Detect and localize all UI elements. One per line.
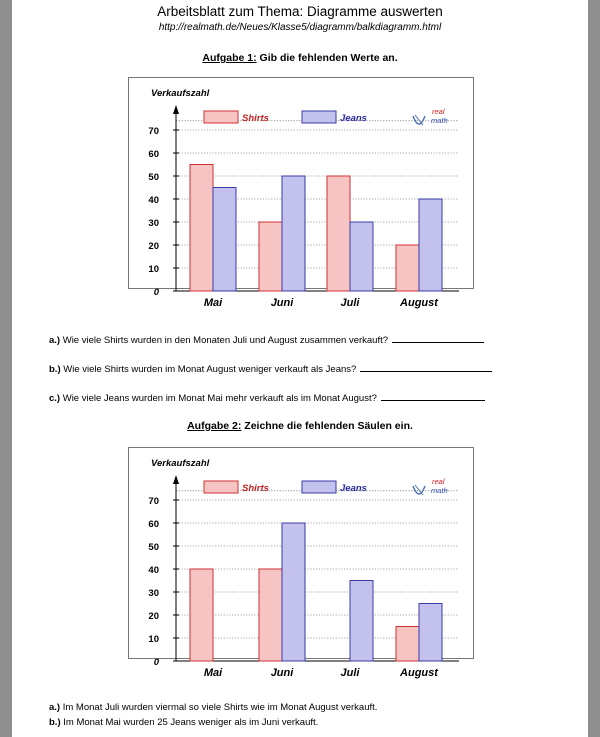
task1-question-c: c.) Wie viele Jeans wurden im Monat Mai mehr verkauft als im Monat August? <box>49 391 485 404</box>
chart-1 <box>128 77 474 309</box>
x-tick-label: Juli <box>340 297 360 309</box>
y-axis-arrow <box>173 105 179 114</box>
task1-heading <box>12 52 588 64</box>
source-url[interactable]: http://realmath.de/Neues/Klasse5/diagramm/balkdiagramm.html <box>158 22 442 33</box>
x-tick-label: August <box>400 667 438 679</box>
x-tick-label: Juni <box>270 667 294 679</box>
y-tick-label: 70 <box>148 496 159 507</box>
y-tick-label: 0 <box>153 287 159 298</box>
y-tick-label: 70 <box>148 126 159 137</box>
logo-text-math: math <box>431 116 448 125</box>
task1-text: Gib die fehlenden Werte an. <box>256 52 398 64</box>
logo-text-real: real <box>432 477 445 486</box>
legend-label-shirts: Shirts <box>242 113 269 124</box>
chart-2 <box>128 447 474 679</box>
legend-label-jeans: Jeans <box>340 483 367 494</box>
x-tick-label: Mai <box>203 297 223 309</box>
task2-statement-b: b.) Im Monat Mai wurden 25 Jeans weniger als im Juni verkauft. <box>49 717 319 728</box>
bar-shirts-juli <box>327 176 350 291</box>
x-tick-label: August <box>400 297 438 309</box>
task2-statement-a: a.) Im Monat Juli wurden viermal so viele Shirts wie im Monat August verkauft. <box>49 702 378 713</box>
chart-2-svg <box>129 448 473 688</box>
bar-shirts-mai <box>190 165 213 292</box>
legend-label-jeans: Jeans <box>340 113 367 124</box>
y-tick-label: 40 <box>148 195 159 206</box>
realmath-logo-icon <box>413 107 448 125</box>
task1-label: Aufgabe 1: <box>202 52 257 64</box>
task1-question-b: b.) Wie viele Shirts wurden im Monat August weniger verkauft als Jeans? <box>49 362 492 375</box>
chart-1-svg <box>129 78 473 309</box>
x-tick-label: Juli <box>340 667 360 679</box>
y-tick-label: 0 <box>153 657 159 668</box>
realmath-logo-icon <box>413 477 448 495</box>
worksheet-page <box>12 0 588 737</box>
y-tick-label: 10 <box>148 264 159 275</box>
y-tick-label: 30 <box>148 588 159 599</box>
legend-swatch-shirts <box>204 111 238 123</box>
x-tick-label: Mai <box>203 667 223 679</box>
bar-shirts-juni <box>259 569 282 661</box>
legend-swatch-jeans <box>302 481 336 493</box>
task2-label: Aufgabe 2: <box>187 420 242 432</box>
y-tick-label: 60 <box>148 519 159 530</box>
bar-jeans-juli <box>350 581 373 662</box>
bar-shirts-august <box>396 245 419 291</box>
legend-swatch-jeans <box>302 111 336 123</box>
y-tick-label: 10 <box>148 634 159 645</box>
bar-jeans-august <box>419 199 442 291</box>
bar-jeans-juni <box>282 523 305 661</box>
y-tick-label: 20 <box>148 611 159 622</box>
y-tick-label: 30 <box>148 218 159 229</box>
bar-jeans-august <box>419 604 442 662</box>
y-axis-arrow <box>173 475 179 484</box>
y-tick-label: 60 <box>148 149 159 160</box>
bar-jeans-juli <box>350 222 373 291</box>
task2-text: Zeichne die fehlenden Säulen ein. <box>241 420 413 432</box>
y-axis-label: Verkaufszahl <box>151 88 210 99</box>
worksheet-title: Arbeitsblatt zum Thema: Diagramme auswerten <box>157 4 443 19</box>
logo-text-real: real <box>432 107 445 116</box>
answer-blank-a[interactable] <box>392 333 484 343</box>
y-tick-label: 40 <box>148 565 159 576</box>
logo-text-math: math <box>431 486 448 495</box>
bar-shirts-juni <box>259 222 282 291</box>
bar-jeans-mai <box>213 188 236 292</box>
task2-heading <box>12 420 588 432</box>
y-tick-label: 20 <box>148 241 159 252</box>
y-tick-label: 50 <box>148 172 159 183</box>
bar-jeans-juni <box>282 176 305 291</box>
bar-shirts-august <box>396 627 419 662</box>
x-tick-label: Juni <box>270 297 294 309</box>
y-tick-label: 50 <box>148 542 159 553</box>
legend-swatch-shirts <box>204 481 238 493</box>
legend-label-shirts: Shirts <box>242 483 269 494</box>
y-axis-label: Verkaufszahl <box>151 458 210 469</box>
answer-blank-b[interactable] <box>360 362 492 372</box>
task1-question-a: a.) Wie viele Shirts wurden in den Monaten Juli und August zusammen verkauft? <box>49 333 484 346</box>
answer-blank-c[interactable] <box>381 391 485 401</box>
bar-shirts-mai <box>190 569 213 661</box>
